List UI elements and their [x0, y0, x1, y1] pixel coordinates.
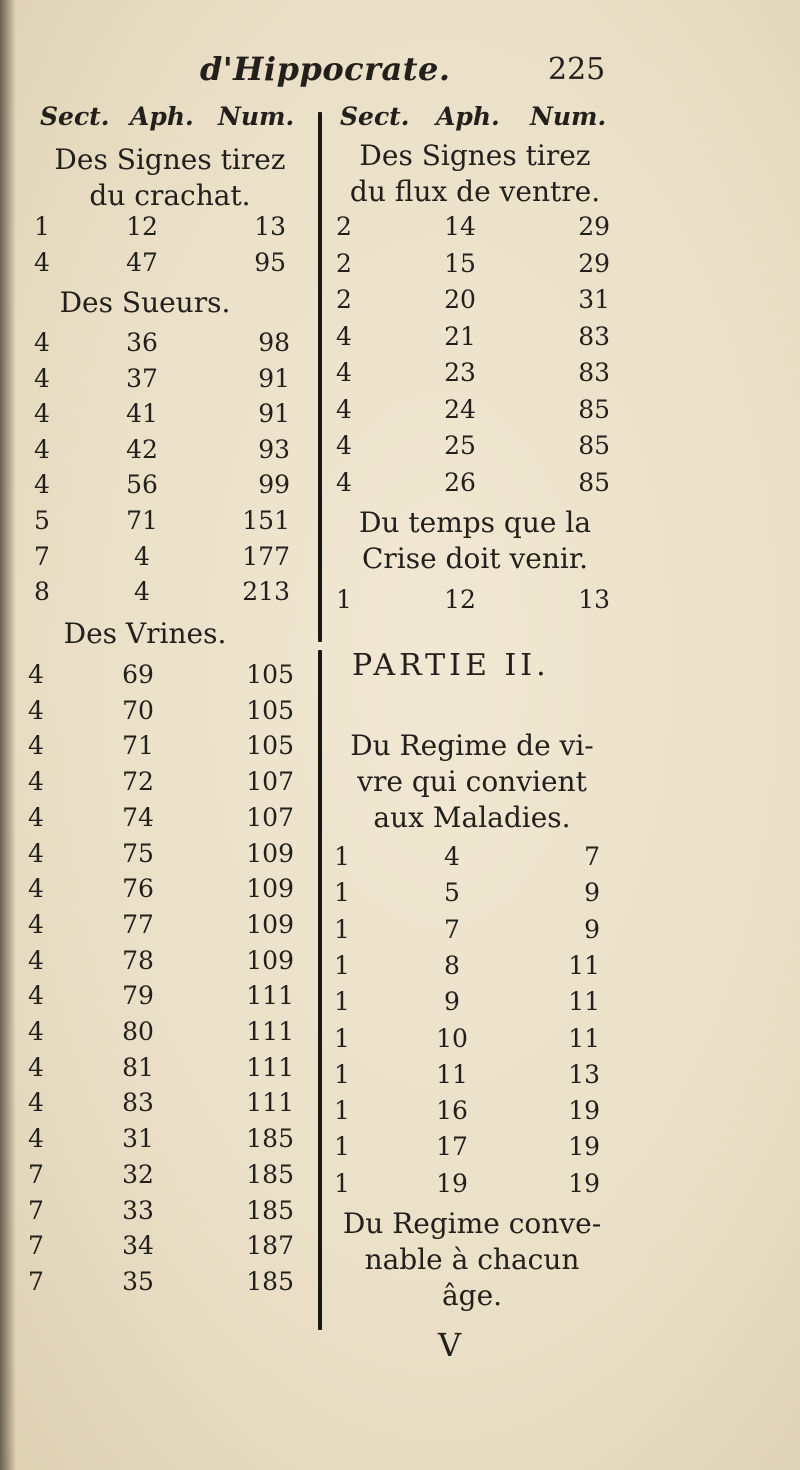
num-cell: 91: [258, 399, 290, 429]
num-cell: 19: [568, 1168, 600, 1198]
num-cell: 109: [246, 874, 294, 904]
sect-cell: 7: [28, 1231, 44, 1261]
heading-line: Du temps que la: [358, 506, 592, 539]
aph-cell: 36: [126, 328, 158, 357]
heading-line: Des Signes tirez: [359, 139, 591, 172]
sect-cell: 1: [334, 987, 350, 1017]
num-cell: 93: [258, 434, 290, 464]
sect-cell: 4: [28, 909, 44, 939]
sect-cell: 4: [28, 1124, 44, 1154]
aph-cell: 25: [444, 431, 476, 460]
num-cell: 19: [568, 1132, 600, 1162]
num-cell: 13: [578, 585, 610, 614]
sect-cell: 4: [28, 695, 44, 725]
sect-cell: 4: [28, 802, 44, 832]
num-cell: 11: [568, 987, 600, 1017]
aph-cell: 23: [444, 358, 476, 387]
right-col-head-sect: Sect.: [340, 102, 410, 131]
sect-cell: 4: [34, 434, 50, 464]
sect-cell: 4: [28, 1088, 44, 1118]
sect-cell: 4: [336, 467, 352, 497]
num-cell: 13: [568, 1059, 600, 1089]
column-divider-upper: [318, 112, 322, 642]
num-cell: 185: [246, 1159, 294, 1189]
aph-cell: 9: [444, 987, 460, 1017]
left-heading-sueurs: [30, 285, 260, 321]
aph-cell: 33: [122, 1195, 154, 1225]
num-cell: 177: [242, 541, 290, 571]
heading-line: aux Maladies.: [373, 801, 571, 834]
sect-cell: 2: [336, 285, 352, 314]
left-heading-vrines: [30, 616, 260, 652]
sect-cell: 7: [28, 1195, 44, 1225]
right-heading-flux: [330, 138, 620, 210]
aph-cell: 19: [436, 1168, 468, 1198]
sect-cell: 1: [334, 1096, 350, 1126]
num-cell: 185: [246, 1266, 294, 1296]
aph-cell: 47: [126, 248, 158, 277]
aph-cell: 24: [444, 394, 476, 424]
sect-cell: 4: [28, 660, 44, 689]
num-cell: 185: [246, 1124, 294, 1154]
sect-cell: 4: [336, 431, 352, 460]
num-cell: 111: [246, 1088, 294, 1118]
aph-cell: 8: [444, 950, 460, 980]
sect-cell: 4: [28, 1052, 44, 1082]
left-heading-crachat: [30, 142, 310, 214]
sect-cell: 4: [336, 358, 352, 387]
num-cell: 105: [246, 695, 294, 725]
num-cell: 31: [578, 285, 610, 314]
right-heading-crise: [330, 505, 620, 577]
heading-line: nable à chacun: [364, 1243, 580, 1276]
num-cell: 111: [246, 981, 294, 1011]
sect-cell: 1: [334, 878, 350, 908]
num-cell: 99: [258, 470, 290, 500]
aph-cell: 16: [436, 1096, 468, 1126]
aph-cell: 17: [436, 1132, 468, 1162]
aph-cell: 26: [444, 467, 476, 497]
aph-cell: 42: [126, 434, 158, 464]
num-cell: 105: [246, 731, 294, 761]
num-cell: 185: [246, 1195, 294, 1225]
sect-cell: 7: [28, 1159, 44, 1189]
aph-cell: 20: [444, 285, 476, 314]
heading-line: Des Sueurs.: [59, 286, 231, 319]
aph-cell: 80: [122, 1017, 154, 1046]
aph-cell: 70: [122, 695, 154, 725]
num-cell: 83: [578, 358, 610, 387]
num-cell: 111: [246, 1052, 294, 1082]
page-number: 225: [548, 52, 606, 87]
aph-cell: 10: [436, 1023, 468, 1053]
left-col-head-num: Num.: [218, 102, 295, 131]
signature-mark: V: [438, 1326, 462, 1364]
aph-cell: 71: [122, 731, 154, 761]
num-cell: 111: [246, 1017, 294, 1046]
num-cell: 109: [246, 838, 294, 868]
sect-cell: 4: [28, 1017, 44, 1046]
num-cell: 95: [254, 248, 286, 277]
num-cell: 13: [254, 212, 286, 241]
sect-cell: 2: [336, 212, 352, 241]
num-cell: 19: [568, 1096, 600, 1126]
right-heading-regime-maladies: [322, 728, 622, 836]
sect-cell: 4: [34, 470, 50, 500]
num-cell: 105: [246, 660, 294, 689]
sect-cell: 1: [334, 1132, 350, 1162]
heading-line: Des Signes tirez: [54, 143, 286, 176]
num-cell: 109: [246, 909, 294, 939]
aph-cell: 79: [122, 981, 154, 1011]
sect-cell: 1: [334, 914, 350, 944]
right-col-head-aph: Aph.: [436, 102, 500, 131]
sect-cell: 4: [28, 945, 44, 975]
num-cell: 107: [246, 767, 294, 797]
sect-cell: 4: [34, 328, 50, 357]
sect-cell: 4: [28, 767, 44, 797]
num-cell: 213: [242, 577, 290, 607]
num-cell: 11: [568, 950, 600, 980]
num-cell: 98: [258, 328, 290, 357]
num-cell: 9: [584, 914, 600, 944]
aph-cell: 32: [122, 1159, 154, 1189]
sect-cell: 4: [28, 981, 44, 1011]
sect-cell: 7: [34, 541, 50, 571]
aph-cell: 77: [122, 909, 154, 939]
heading-line: Crise doit venir.: [361, 542, 589, 575]
right-heading-regime-age: [322, 1206, 622, 1314]
aph-cell: 56: [126, 470, 158, 500]
aph-cell: 72: [122, 767, 154, 797]
aph-cell: 69: [122, 660, 154, 689]
num-cell: 91: [258, 363, 290, 393]
heading-line: Des Vrines.: [63, 617, 227, 650]
sect-cell: 4: [336, 394, 352, 424]
num-cell: 187: [246, 1231, 294, 1261]
aph-cell: 41: [126, 399, 158, 429]
left-col-head-aph: Aph.: [130, 102, 194, 131]
heading-line: vre qui convient: [357, 765, 587, 798]
num-cell: 85: [578, 467, 610, 497]
aph-cell: 78: [122, 945, 154, 975]
sect-cell: 4: [34, 248, 50, 277]
aph-cell: 35: [122, 1266, 154, 1296]
num-cell: 29: [578, 248, 610, 278]
sect-cell: 5: [34, 506, 50, 535]
num-cell: 85: [578, 394, 610, 424]
sect-cell: 1: [34, 212, 50, 241]
heading-line: Du Regime de vi-: [350, 729, 594, 762]
aph-cell: 5: [444, 878, 460, 908]
aph-cell: 14: [444, 212, 476, 241]
left-col-head-sect: Sect.: [40, 102, 110, 131]
aph-cell: 21: [444, 321, 476, 351]
num-cell: 7: [584, 842, 600, 871]
sect-cell: 8: [34, 577, 50, 607]
aph-cell: 4: [134, 541, 150, 571]
sect-cell: 4: [34, 363, 50, 393]
aph-cell: 11: [436, 1059, 468, 1089]
num-cell: 107: [246, 802, 294, 832]
sect-cell: 4: [28, 874, 44, 904]
aph-cell: 37: [126, 363, 158, 393]
aph-cell: 83: [122, 1088, 154, 1118]
aph-cell: 76: [122, 874, 154, 904]
aph-cell: 7: [444, 914, 460, 944]
num-cell: 151: [242, 506, 290, 535]
num-cell: 83: [578, 321, 610, 351]
sect-cell: 1: [334, 950, 350, 980]
sect-cell: 1: [334, 1168, 350, 1198]
aph-cell: 75: [122, 838, 154, 868]
aph-cell: 31: [122, 1124, 154, 1154]
heading-line: du flux de ventre.: [349, 175, 601, 208]
num-cell: 11: [568, 1023, 600, 1053]
num-cell: 9: [584, 878, 600, 908]
aph-cell: 81: [122, 1052, 154, 1082]
part-title: PARTIE II.: [352, 648, 550, 683]
aph-cell: 12: [444, 585, 476, 614]
num-cell: 109: [246, 945, 294, 975]
aph-cell: 4: [134, 577, 150, 607]
sect-cell: 4: [336, 321, 352, 351]
num-cell: 29: [578, 212, 610, 241]
sect-cell: 4: [28, 731, 44, 761]
aph-cell: 74: [122, 802, 154, 832]
heading-line: âge.: [441, 1279, 503, 1312]
num-cell: 85: [578, 431, 610, 460]
sect-cell: 1: [334, 1059, 350, 1089]
aph-cell: 12: [126, 212, 158, 241]
sect-cell: 1: [334, 842, 350, 871]
right-col-head-num: Num.: [530, 102, 607, 131]
sect-cell: 1: [336, 585, 352, 614]
aph-cell: 34: [122, 1231, 154, 1261]
sect-cell: 1: [334, 1023, 350, 1053]
aph-cell: 4: [444, 842, 460, 871]
sect-cell: 2: [336, 248, 352, 278]
running-head-title: d'Hippocrate.: [200, 50, 451, 88]
aph-cell: 71: [126, 506, 158, 535]
sect-cell: 4: [34, 399, 50, 429]
aph-cell: 15: [444, 248, 476, 278]
heading-line: du crachat.: [89, 179, 251, 212]
heading-line: Du Regime conve-: [342, 1207, 602, 1240]
sect-cell: 7: [28, 1266, 44, 1296]
sect-cell: 4: [28, 838, 44, 868]
